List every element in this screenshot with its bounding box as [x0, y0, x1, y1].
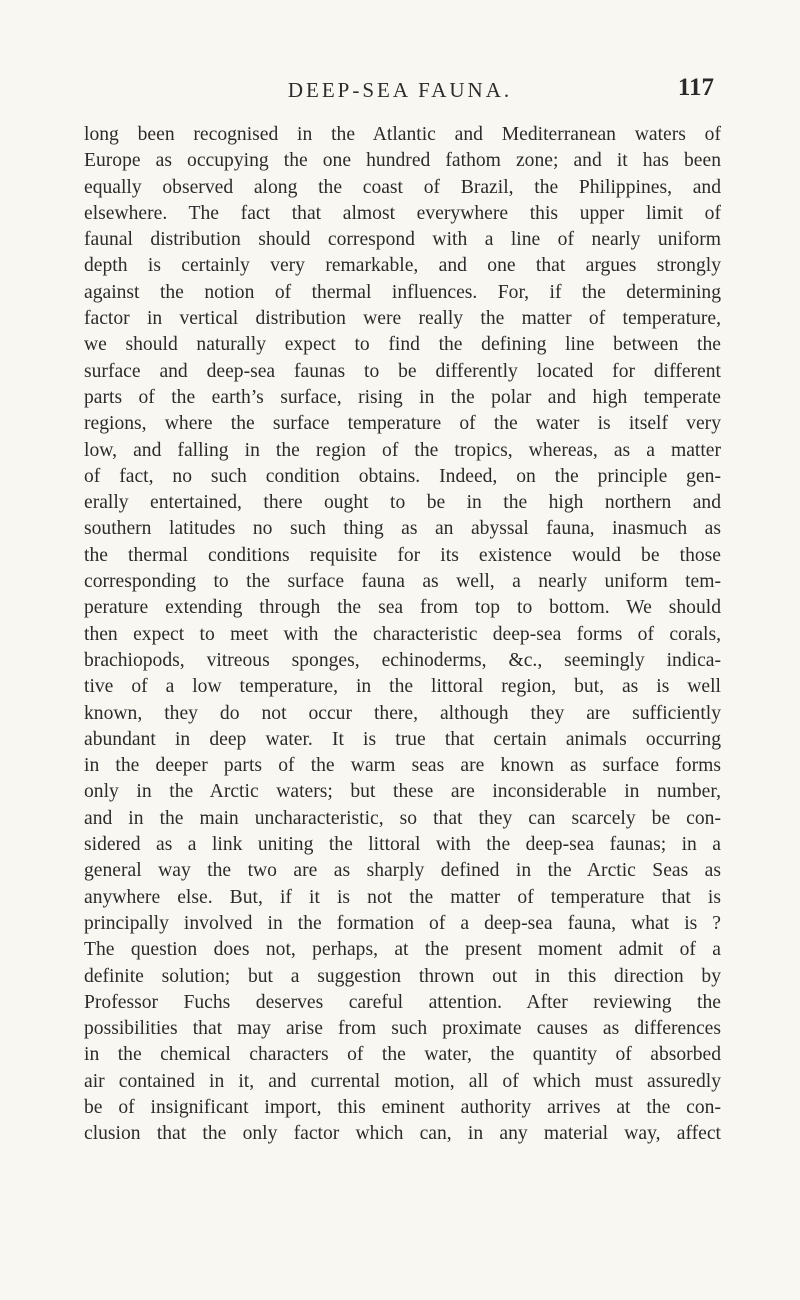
text-line: corresponding to the surface fauna as well, a nearly uniform tem-: [84, 571, 721, 593]
text-line: definite solution; but a suggestion thrown out in this direction by: [84, 965, 721, 987]
text-line: abundant in deep water. It is true that certain animals occurring: [84, 728, 721, 750]
text-line: long been recognised in the Atlantic and Mediterranean waters of: [84, 124, 721, 145]
text-line: parts of the earth’s surface, rising in the polar and high temperate: [84, 386, 721, 408]
text-line: perature extending through the sea from top to bottom. We should: [84, 597, 721, 619]
text-line: the thermal conditions requisite for its existence would be those: [84, 544, 721, 566]
running-head: [0, 74, 800, 108]
text-line: against the notion of thermal influences. For, if the determining: [84, 281, 721, 303]
text-line: clusion that the only factor which can, in any material way, affect: [84, 1123, 721, 1145]
text-line: tive of a low temperature, in the littoral region, but, as is well: [84, 676, 721, 698]
text-line: air contained in it, and currental motion, all of which must assuredly: [84, 1070, 721, 1092]
text-line: southern latitudes no such thing as an abyssal fauna, inasmuch as: [84, 518, 721, 540]
page-number: 117: [677, 74, 714, 101]
text-line: factor in vertical distribution were really the matter of temperature,: [84, 308, 721, 330]
text-line: low, and falling in the region of the tropics, whereas, as a matter: [84, 439, 721, 461]
text-line: regions, where the surface temperature of the water is itself very: [84, 413, 721, 435]
text-line: in the chemical characters of the water, the quantity of absorbed: [84, 1044, 721, 1066]
text-line: and in the main uncharacteristic, so that they can scarcely be con-: [84, 807, 721, 829]
text-line: equally observed along the coast of Brazil, the Philippines, and: [84, 176, 721, 198]
text-line: depth is certainly very remarkable, and one that argues strongly: [84, 255, 721, 277]
text-line: faunal distribution should correspond with a line of nearly uniform: [84, 229, 721, 251]
text-line: surface and deep-sea faunas to be differently located for different: [84, 360, 721, 382]
text-line: elsewhere. The fact that almost everywhere this upper limit of: [84, 202, 721, 224]
text-line: erally entertained, there ought to be in the high northern and: [84, 492, 721, 514]
text-line: anywhere else. But, if it is not the matter of temperature that is: [84, 886, 721, 908]
text-line: in the deeper parts of the warm seas are known as surface forms: [84, 755, 721, 777]
text-line: principally involved in the formation of a deep-sea fauna, what is ?: [84, 912, 721, 934]
text-line: sidered as a link uniting the littoral with the deep-sea faunas; in a: [84, 834, 721, 856]
text-line: general way the two are as sharply defined in the Arctic Seas as: [84, 860, 721, 882]
text-line: of fact, no such condition obtains. Indeed, on the principle gen-: [84, 465, 721, 487]
text-line: only in the Arctic waters; but these are inconsiderable in number,: [84, 781, 721, 803]
text-line: brachiopods, vitreous sponges, echinoderms, &c., seemingly indica-: [84, 649, 721, 671]
body-text: [84, 122, 721, 1148]
text-line: The question does not, perhaps, at the present moment admit of a: [84, 939, 721, 961]
text-line: known, they do not occur there, although they are sufficiently: [84, 702, 721, 724]
text-line: Professor Fuchs deserves careful attention. After reviewing the: [84, 991, 721, 1013]
running-title: DEEP-SEA FAUNA.: [287, 78, 513, 102]
text-line: Europe as occupying the one hundred fathom zone; and it has been: [84, 150, 721, 172]
text-line: be of insignificant import, this eminent authority arrives at the con-: [84, 1096, 721, 1118]
text-line: possibilities that may arise from such proximate causes as differences: [84, 1018, 721, 1040]
text-line: then expect to meet with the characteristic deep-sea forms of corals,: [84, 623, 721, 645]
text-line: we should naturally expect to find the defining line between the: [84, 334, 721, 356]
